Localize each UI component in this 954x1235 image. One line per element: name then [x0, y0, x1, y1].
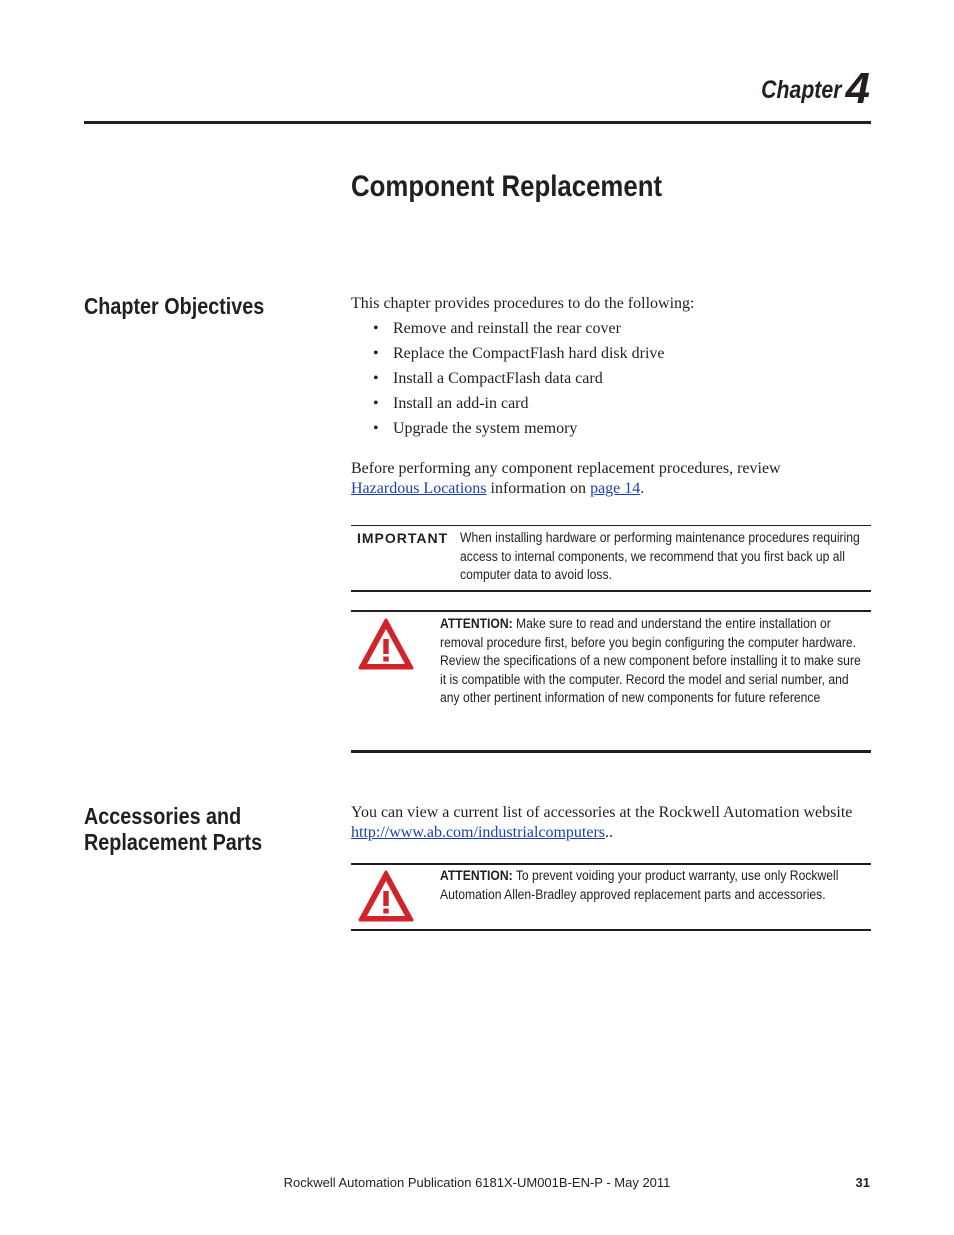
review-text: information on: [486, 480, 591, 497]
attention-1-bottom-rule: [351, 750, 871, 753]
warning-triangle-icon: [358, 618, 414, 670]
attention-label: ATTENTION:: [440, 868, 513, 883]
list-item: • Install a CompactFlash data card: [373, 366, 853, 391]
industrial-computers-link[interactable]: http://www.ab.com/industrialcomputers: [351, 824, 606, 841]
objectives-intro: This chapter provides procedures to do the following:: [351, 295, 695, 312]
section-heading-accessories: [84, 803, 262, 855]
attention-1-top-rule: [351, 610, 871, 612]
hazardous-locations-link[interactable]: Hazardous Locations: [351, 480, 487, 497]
warning-triangle-icon: [358, 870, 414, 922]
header-rule: [84, 121, 871, 124]
objectives-list: [373, 316, 853, 441]
attention-1-text-2: Review the specifications of a new component before installing it to make sure it is compatible with the computer. Record the model and serial number, and any other pertinent information of new components for future reference: [440, 653, 861, 706]
section-heading-chapter-objectives: Chapter Objectives: [84, 293, 265, 319]
attention-2-body: To prevent voiding your product warranty, use only Rockwell Automation Allen-Bradley approved replacement parts and accessories.: [440, 868, 839, 902]
attention-label: ATTENTION:: [440, 616, 513, 631]
accessories-text: You can view a current list of accessories at the Rockwell Automation website: [351, 804, 853, 821]
attention-2-top-rule: [351, 863, 871, 865]
list-item: • Replace the CompactFlash hard disk drive: [373, 341, 853, 366]
important-top-rule: [351, 525, 871, 526]
attention-2-bottom-rule: [351, 929, 871, 931]
accessories-paragraph: [351, 803, 871, 843]
attention-1-text-1: Make sure to read and understand the entire installation or removal procedure first, before you begin configuring the computer hardware.: [440, 616, 857, 650]
important-label: IMPORTANT: [357, 530, 449, 546]
review-text: .: [640, 480, 645, 497]
attention-2-text: [440, 867, 863, 904]
footer-publication: Rockwell Automation Publication 6181X-UM001B-EN-P - May 2011: [283, 1175, 671, 1190]
list-item: • Install an add-in card: [373, 391, 853, 416]
list-item: • Upgrade the system memory: [373, 416, 853, 441]
page-14-link[interactable]: page 14: [590, 480, 641, 497]
accessories-heading-line-2: Replacement Parts: [84, 829, 263, 855]
important-bottom-rule: [351, 590, 871, 592]
review-paragraph: [351, 459, 871, 499]
chapter-label: Chapter: [760, 76, 841, 104]
footer-page-number: 31: [855, 1175, 870, 1190]
review-text: Before performing any component replacement procedures, review: [351, 460, 781, 477]
page-title: Component Replacement: [351, 170, 663, 203]
chapter-number: 4: [845, 64, 870, 113]
accessories-heading-line-1: Accessories and: [84, 803, 242, 829]
list-item: • Remove and reinstall the rear cover: [373, 316, 853, 341]
attention-1-text: [440, 615, 863, 708]
important-text: When installing hardware or performing maintenance procedures requiring access to internal components, we recommend that you first back up all computer data to avoid loss.: [460, 530, 860, 583]
accessories-text-end: ..: [605, 824, 614, 841]
